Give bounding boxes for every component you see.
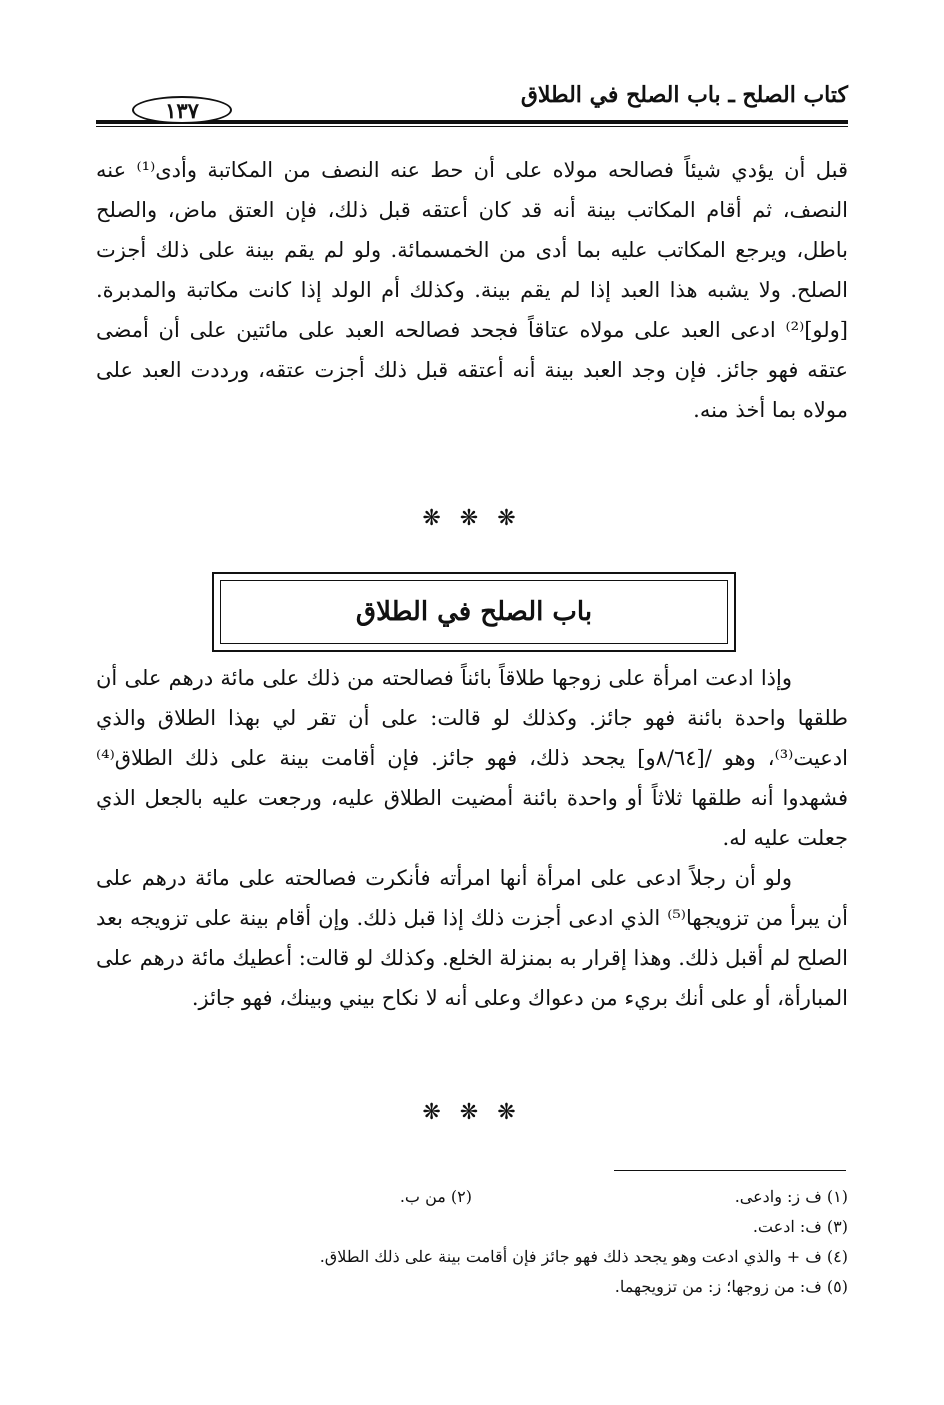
section-separator: ❋ ❋ ❋ [422, 506, 522, 531]
section-separator: ❋ ❋ ❋ [422, 1100, 522, 1125]
chapter-heading-inner-frame [220, 580, 728, 644]
paragraph: ولو أن رجلاً ادعى على امرأة أنها امرأته فأنكرت فصالحته على مائة درهم على أن يبرأ من تزويجها⁽⁵⁾ الذي ادعى أجزت ذلك إذا قبل ذلك. وإن أقام بينة على تزويجه بعد الصلح لم أقبل ذلك. وهذا إقرار به بمنزلة الخلع. وكذلك لو قالت: أعطيك مائة درهم على المبارأة، أو على أنك بريء من دعواك وعلى أنه لا نكاح بيني وبينك، فهو جائز. [96, 866, 848, 1010]
footnote-2: (٢) من ب. [399, 1187, 472, 1206]
page-number-badge: ١٣٧ [132, 96, 232, 124]
section-a-text [96, 150, 848, 430]
paragraph: وإذا ادعت امرأة على زوجها طلاقاً بائناً فصالحته من ذلك على مائة درهم على أن طلقها واحدة بائنة فهو جائز. وكذلك لو قالت: على أن تقر لي بهذا الطلاق والذي ادعيت⁽³⁾، وهو /[٨/٦٤و] يجحد ذلك، فهو جائز. فإن أقامت بينة على ذلك الطلاق⁽⁴⁾ فشهدوا أنه طلقها ثلاثاً أو واحدة بائنة أمضيت الطلاق عليه، ورجعت عليه بالجعل الذي جعلت عليه له. [96, 666, 848, 850]
running-title: كتاب الصلح ـ باب الصلح في الطلاق [520, 82, 848, 108]
footnote-row [96, 1182, 848, 1212]
footnote-4: (٤) ف + والذي ادعت وهو يجحد ذلك فهو جائز فإن أقامت بينة على ذلك الطلاق. [319, 1247, 848, 1266]
footnote-3: (٣) ف: ادعت. [752, 1217, 848, 1236]
paragraph: قبل أن يؤدي شيئاً فصالحه مولاه على أن حط عنه النصف من المكاتبة وأدى⁽¹⁾ عنه النصف، ثم أقام المكاتب بينة أنه قد كان أعتقه قبل ذلك، فإن العتق ماض، والصلح باطل، ويرجع المكاتب عليه بما أدى من الخمسمائة. ولو لم يقم بينة على ذلك أجزت الصلح. ولا يشبه هذا العبد إذا لم يقم بينة. وكذلك أم الولد إذا كانت مكاتبة والمدبرة. [ولو]⁽²⁾ ادعى العبد على مولاه عتاقاً فجحد فصالحه العبد على مائتين على أن أمضى عتقه فهو جائز. فإن وجد العبد بينة أنه أعتقه قبل ذلك أجزت عتقه، ورددت العبد على مولاه بما أخذ منه. [96, 158, 848, 422]
chapter-heading-frame [212, 572, 736, 652]
header-rule-thin [96, 126, 848, 127]
footnote-5: (٥) ف: من زوجها؛ ز: من تزويجهما. [614, 1277, 848, 1296]
page-header [96, 78, 848, 123]
section-b-text [96, 658, 848, 1018]
footnotes [96, 1182, 848, 1302]
chapter-title: باب الصلح في الطلاق [355, 597, 593, 627]
footnote-1: (١) ف ز: وادعى. [734, 1187, 848, 1206]
footnote-rule [614, 1170, 846, 1171]
